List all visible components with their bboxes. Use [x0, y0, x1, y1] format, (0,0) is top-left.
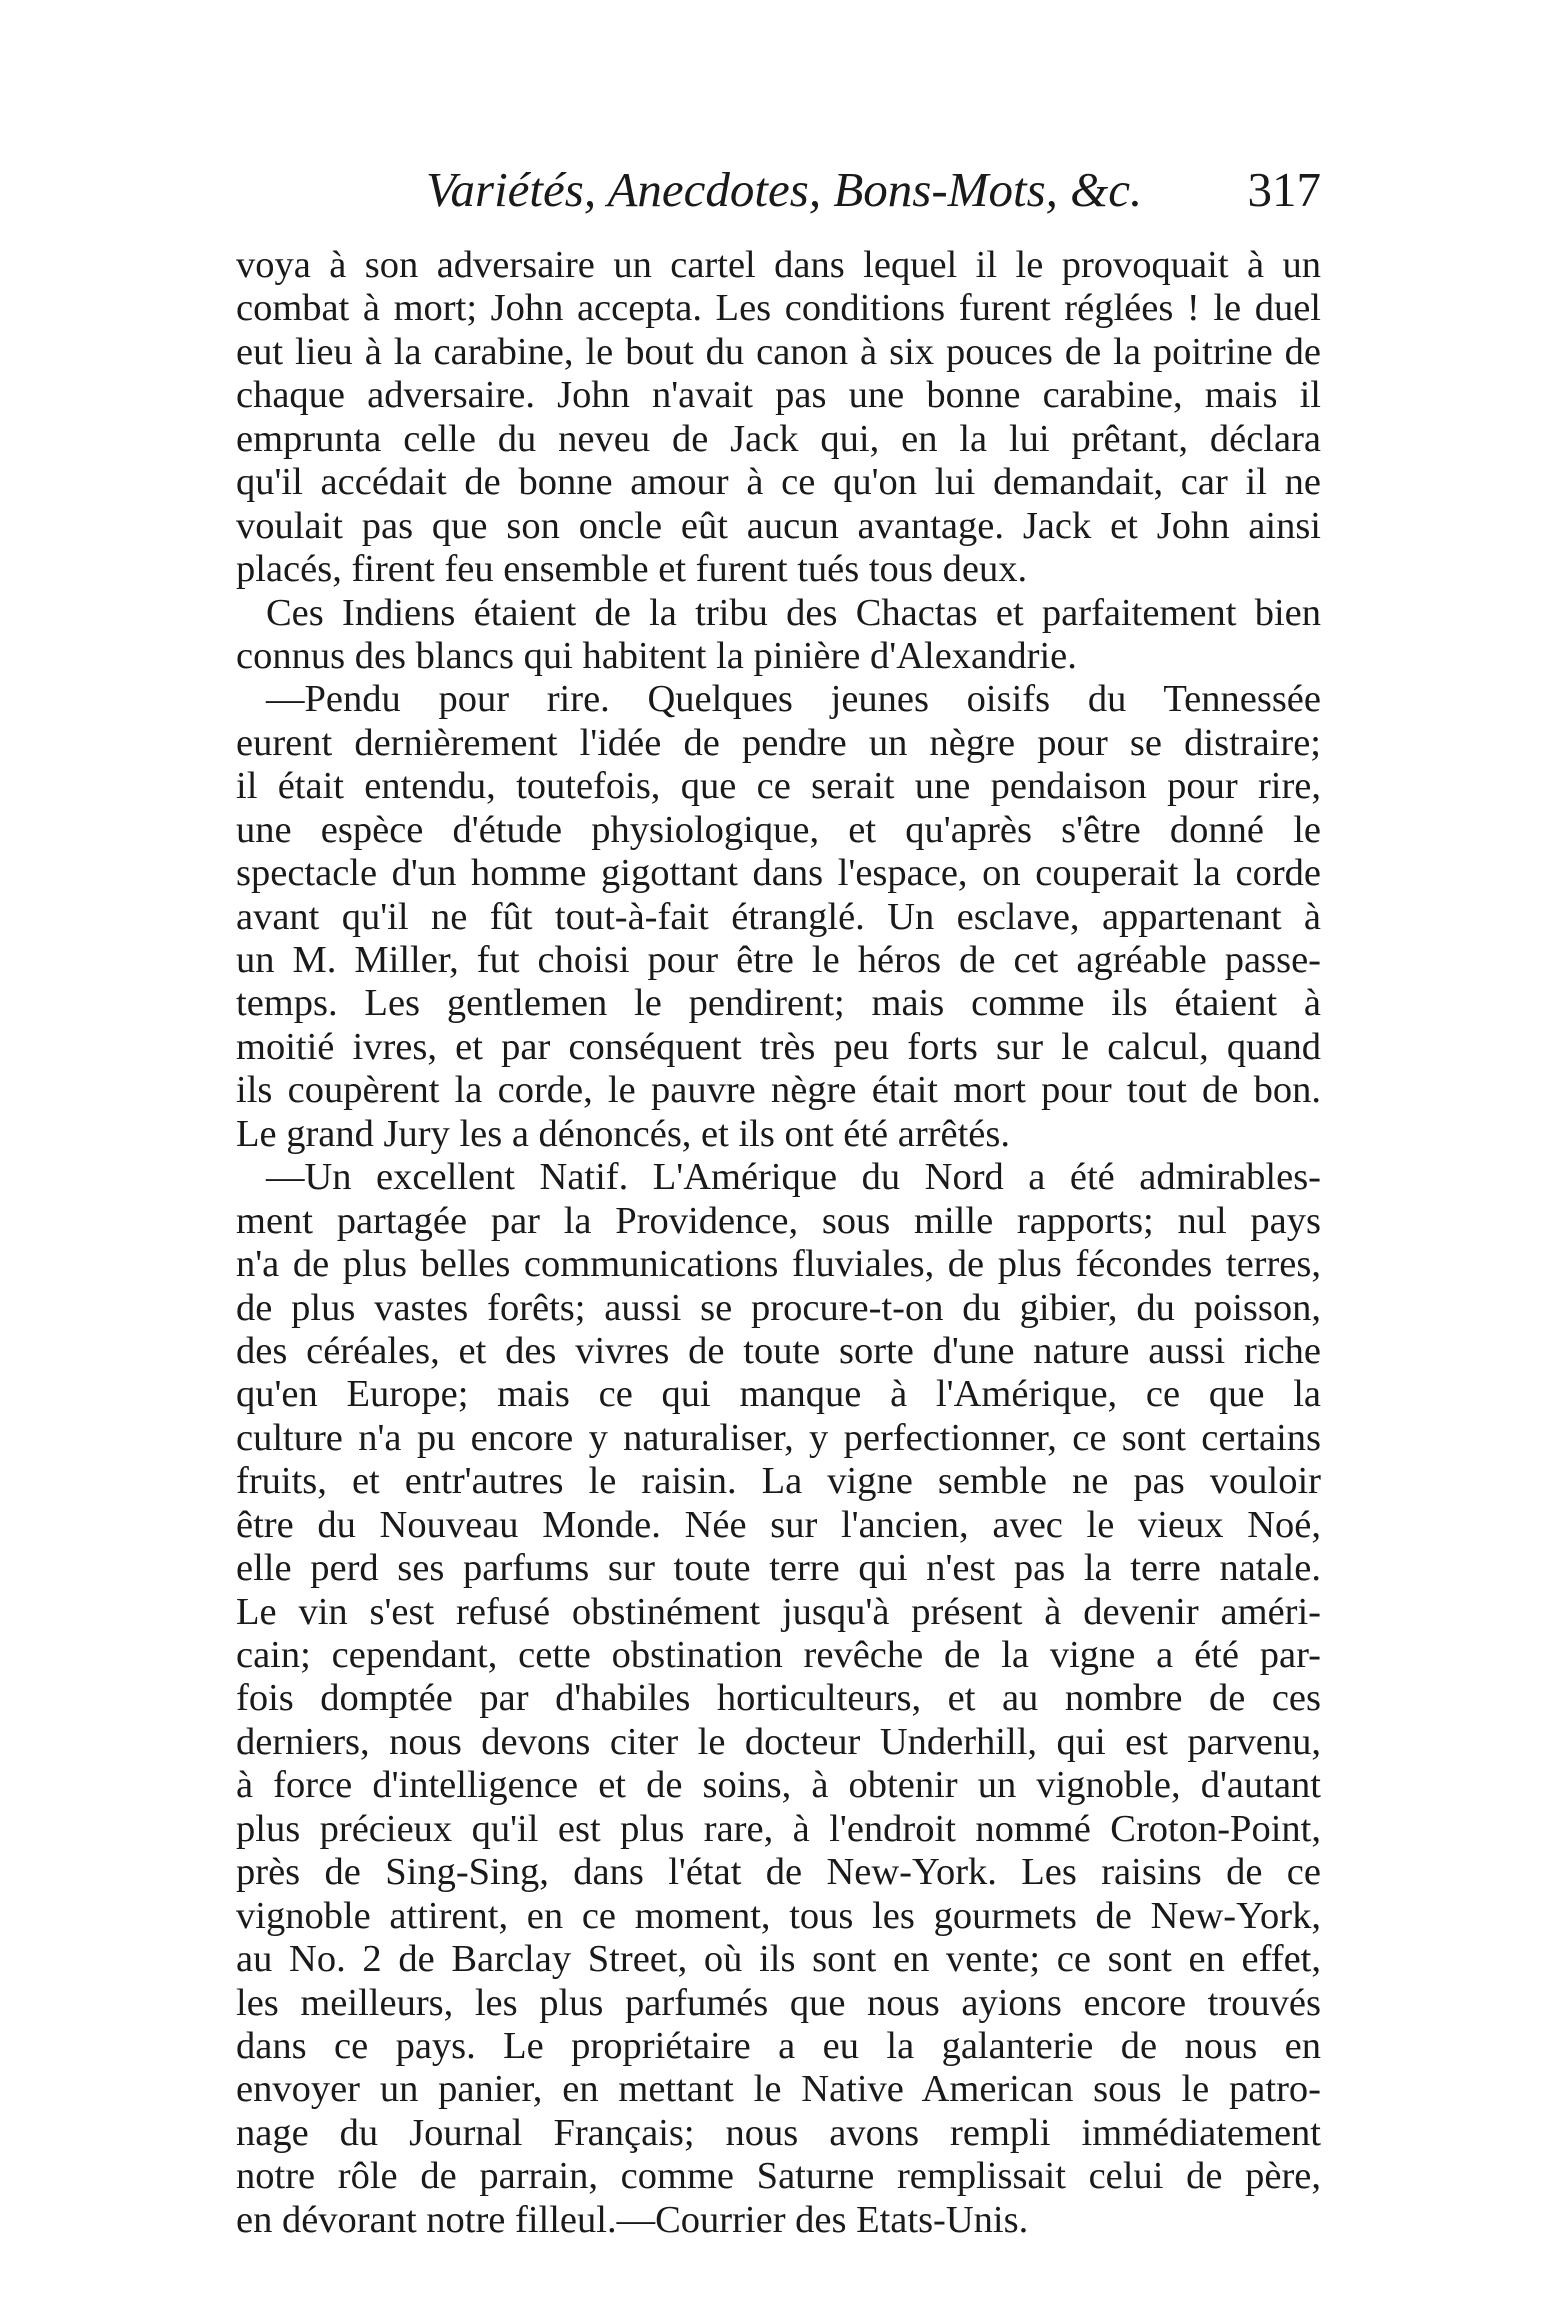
text-line: chaque adversaire. John n'avait pas une bonne carabine, mais il — [236, 374, 1321, 417]
text-line: placés, firent feu ensemble et furent tués tous deux. — [236, 548, 1028, 591]
text-line: connus des blancs qui habitent la pinière d'Alexandrie. — [236, 634, 1077, 677]
text-line: ils coupèrent la corde, le pauvre nègre était mort pour tout de bon. — [236, 1069, 1321, 1112]
text-line: elle perd ses parfums sur toute terre qui n'est pas la terre natale. — [236, 1547, 1321, 1590]
text-line: temps. Les gentlemen le pendirent; mais comme ils étaient à — [236, 982, 1321, 1025]
page-number: 317 — [1247, 162, 1321, 217]
text-line: Le grand Jury les a dénoncés, et ils ont été arrêtés. — [236, 1112, 1010, 1155]
text-line: à force d'intelligence et de soins, à obtenir un vignoble, d'autant — [236, 1764, 1321, 1807]
text-line: eut lieu à la carabine, le bout du canon à six pouces de la poitrine de — [236, 330, 1321, 373]
text-line: en dévorant notre filleul.—Courrier des Etats-Unis. — [236, 2198, 1029, 2241]
text-line: ment partagée par la Providence, sous mille rapports; nul pays — [236, 1199, 1321, 1242]
text-line: —Un excellent Natif. L'Amérique du Nord a été admirables- — [266, 1156, 1321, 1199]
text-line: au No. 2 de Barclay Street, où ils sont en vente; ce sont en effet, — [236, 1938, 1321, 1981]
text-line: spectacle d'un homme gigottant dans l'espace, on couperait la corde — [236, 852, 1321, 895]
text-line: notre rôle de parrain, comme Saturne remplissait celui de père, — [236, 2155, 1321, 2198]
text-line: qu'il accédait de bonne amour à ce qu'on lui demandait, car il ne — [236, 461, 1321, 504]
running-head — [236, 160, 1321, 230]
text-line: culture n'a pu encore y naturaliser, y perfectionner, ce sont certains — [236, 1416, 1321, 1459]
text-line: Le vin s'est refusé obstinément jusqu'à présent à devenir améri- — [236, 1590, 1321, 1633]
text-line: cain; cependant, cette obstination revêche de la vigne a été par- — [236, 1634, 1321, 1676]
text-line: vignoble attirent, en ce moment, tous les gourmets de New-York, — [236, 1894, 1321, 1937]
text-line: envoyer un panier, en mettant le Native American sous le patro- — [236, 2068, 1321, 2111]
text-line: fruits, et entr'autres le raisin. La vigne semble ne pas vouloir — [236, 1460, 1321, 1503]
text-line: eurent dernièrement l'idée de pendre un nègre pour se distraire; — [236, 721, 1321, 764]
text-line: avant qu'il ne fût tout-à-fait étranglé. Un esclave, appartenant à — [236, 895, 1321, 938]
text-line: il était entendu, toutefois, que ce serait une pendaison pour rire, — [236, 765, 1321, 808]
text-line: des céréales, et des vivres de toute sorte d'une nature aussi riche — [236, 1329, 1321, 1372]
text-line: être du Nouveau Monde. Née sur l'ancien, avec le vieux Noé, — [236, 1503, 1321, 1546]
text-line: fois domptée par d'habiles horticulteurs, et au nombre de ces — [236, 1677, 1321, 1720]
text-line: dans ce pays. Le propriétaire a eu la galanterie de nous en — [236, 2024, 1321, 2067]
text-line: près de Sing-Sing, dans l'état de New-York. Les raisins de ce — [236, 1851, 1321, 1894]
text-line: plus précieux qu'il est plus rare, à l'endroit nommé Croton-Point, — [236, 1807, 1321, 1850]
body-text — [236, 244, 1321, 2242]
text-line: derniers, nous devons citer le docteur Underhill, qui est parvenu, — [236, 1720, 1321, 1763]
text-line: moitié ivres, et par conséquent très peu forts sur le calcul, quand — [236, 1025, 1321, 1068]
text-line: Ces Indiens étaient de la tribu des Chactas et parfaitement bien — [266, 591, 1321, 634]
text-line: les meilleurs, les plus parfumés que nous ayions encore trouvés — [236, 1981, 1321, 2024]
text-line: combat à mort; John accepta. Les conditions furent réglées ! le duel — [236, 287, 1321, 330]
text-line: voulait pas que son oncle eût aucun avantage. Jack et John ainsi — [236, 504, 1321, 547]
text-line: un M. Miller, fut choisi pour être le héros de cet agréable passe- — [236, 939, 1321, 981]
text-line: n'a de plus belles communications fluviales, de plus fécondes terres, — [236, 1243, 1321, 1286]
text-line: une espèce d'étude physiologique, et qu'après s'être donné le — [236, 808, 1321, 851]
text-line: nage du Journal Français; nous avons rempli immédiatement — [236, 2111, 1321, 2154]
text-line: de plus vastes forêts; aussi se procure-t-on du gibier, du poisson, — [236, 1286, 1321, 1329]
text-line: emprunta celle du neveu de Jack qui, en la lui prêtant, déclara — [236, 417, 1321, 460]
text-line: —Pendu pour rire. Quelques jeunes oisifs du Tennessée — [266, 678, 1321, 721]
text-line: voya à son adversaire un cartel dans lequel il le provoquait à un — [236, 244, 1321, 286]
running-title: Variétés, Anecdotes, Bons-Mots, &c. — [426, 162, 1143, 217]
text-line: qu'en Europe; mais ce qui manque à l'Amérique, ce que la — [236, 1373, 1321, 1416]
